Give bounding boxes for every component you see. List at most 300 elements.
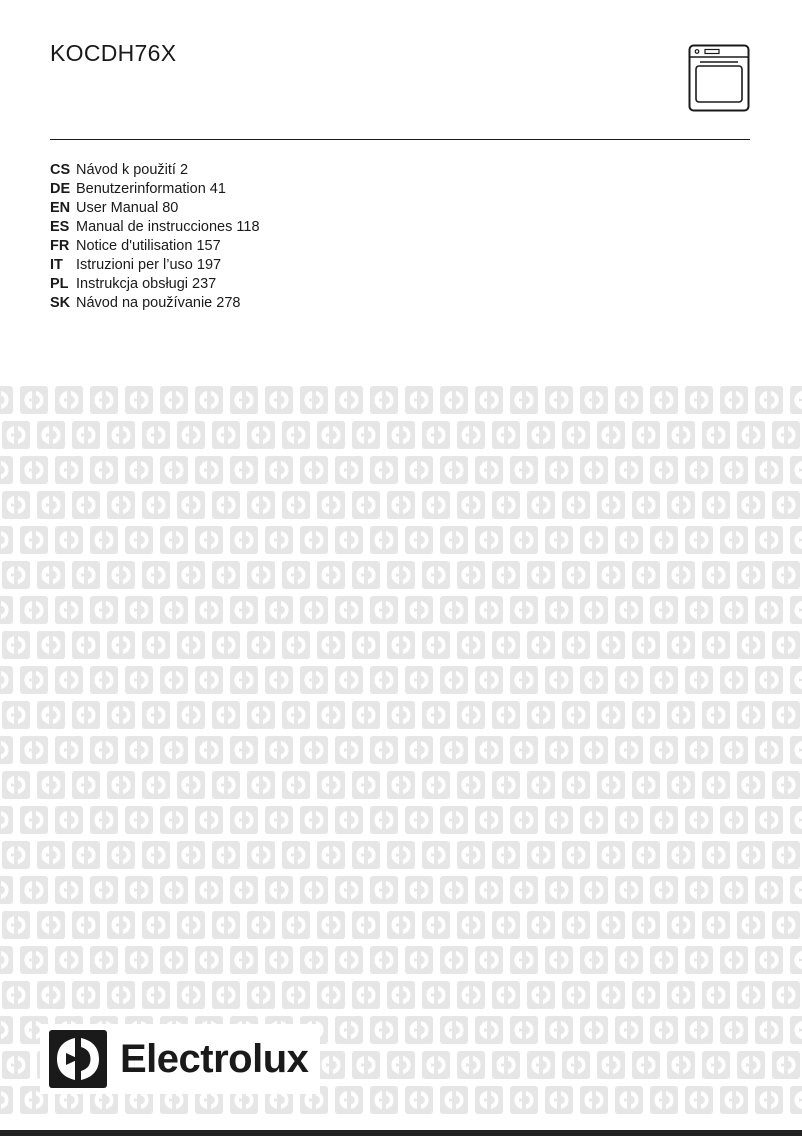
language-entry-es[interactable]: ES Manual de instrucciones 118 — [50, 219, 260, 235]
electrolux-logo-icon — [440, 666, 468, 694]
electrolux-logo-icon — [317, 561, 345, 589]
electrolux-logo-icon — [230, 806, 258, 834]
electrolux-logo-icon — [510, 386, 538, 414]
electrolux-logo-icon — [352, 981, 380, 1009]
electrolux-logo-icon — [632, 561, 660, 589]
electrolux-logo-icon — [125, 736, 153, 764]
electrolux-logo-icon — [0, 1016, 13, 1044]
electrolux-logo-icon — [387, 841, 415, 869]
electrolux-logo-icon — [457, 561, 485, 589]
electrolux-logo-icon — [90, 386, 118, 414]
electrolux-logo-icon — [615, 1016, 643, 1044]
electrolux-logo-icon — [300, 526, 328, 554]
electrolux-logo-icon — [580, 946, 608, 974]
electrolux-logo-icon — [195, 596, 223, 624]
electrolux-logo-icon — [317, 491, 345, 519]
electrolux-logo-icon — [685, 736, 713, 764]
electrolux-logo-icon — [160, 456, 188, 484]
electrolux-logo-icon — [230, 596, 258, 624]
electrolux-logo-icon — [352, 561, 380, 589]
electrolux-logo-icon — [475, 876, 503, 904]
electrolux-logo-icon — [265, 876, 293, 904]
electrolux-logo-icon — [90, 946, 118, 974]
electrolux-logo-icon — [667, 981, 695, 1009]
electrolux-logo-icon — [527, 701, 555, 729]
electrolux-logo-icon — [422, 421, 450, 449]
electrolux-logo-icon — [457, 981, 485, 1009]
electrolux-logo-icon — [650, 456, 678, 484]
electrolux-logo-icon — [160, 876, 188, 904]
electrolux-logo-icon — [720, 876, 748, 904]
electrolux-logo-icon — [125, 666, 153, 694]
electrolux-logo-icon — [352, 771, 380, 799]
electrolux-logo-icon — [55, 386, 83, 414]
electrolux-logo-icon — [0, 806, 13, 834]
electrolux-logo-icon — [335, 946, 363, 974]
electrolux-logo-icon — [142, 911, 170, 939]
electrolux-logo-icon — [562, 701, 590, 729]
electrolux-logo-icon — [335, 1086, 363, 1114]
electrolux-logo-icon — [545, 946, 573, 974]
electrolux-logo-icon — [335, 386, 363, 414]
electrolux-logo-icon — [580, 876, 608, 904]
electrolux-logo-icon — [317, 981, 345, 1009]
electrolux-logo-icon — [737, 561, 765, 589]
electrolux-logo-icon — [160, 596, 188, 624]
electrolux-logo-icon — [615, 596, 643, 624]
language-entry-en[interactable]: EN User Manual 80 — [50, 200, 179, 216]
electrolux-logo-icon — [247, 771, 275, 799]
electrolux-logo-icon — [755, 736, 783, 764]
electrolux-logo-icon — [212, 631, 240, 659]
electrolux-logo-icon — [55, 596, 83, 624]
electrolux-logo-icon — [527, 981, 555, 1009]
electrolux-logo-icon — [90, 666, 118, 694]
electrolux-logo-icon — [527, 771, 555, 799]
electrolux-logo-icon — [650, 1086, 678, 1114]
electrolux-logo-icon — [422, 491, 450, 519]
electrolux-logo-icon — [55, 526, 83, 554]
electrolux-logo-icon — [667, 1051, 695, 1079]
electrolux-logo-icon — [387, 981, 415, 1009]
electrolux-logo-icon — [737, 421, 765, 449]
electrolux-logo-icon — [510, 666, 538, 694]
electrolux-logo-icon — [387, 911, 415, 939]
electrolux-logo-icon — [667, 631, 695, 659]
electrolux-logo-icon — [650, 876, 678, 904]
language-entry-sk[interactable]: SK Návod na používanie 278 — [50, 295, 241, 311]
electrolux-logo-icon — [632, 701, 660, 729]
electrolux-logo-icon — [125, 876, 153, 904]
electrolux-logo-icon — [685, 386, 713, 414]
electrolux-logo-icon — [790, 1016, 802, 1044]
electrolux-logo-icon — [580, 1086, 608, 1114]
electrolux-logo-icon — [527, 561, 555, 589]
electrolux-logo-icon — [510, 876, 538, 904]
electrolux-logo-icon — [545, 456, 573, 484]
electrolux-logo-icon — [37, 421, 65, 449]
electrolux-logo-icon — [37, 771, 65, 799]
electrolux-logo-icon — [265, 806, 293, 834]
electrolux-logo-icon — [282, 701, 310, 729]
electrolux-logo-icon — [300, 456, 328, 484]
electrolux-logo-icon — [37, 841, 65, 869]
electrolux-logo-icon — [510, 736, 538, 764]
electrolux-logo-icon — [370, 946, 398, 974]
electrolux-logo-icon — [2, 421, 30, 449]
electrolux-logo-icon — [160, 946, 188, 974]
electrolux-logo-icon — [247, 701, 275, 729]
electrolux-logo-icon — [72, 771, 100, 799]
electrolux-logo-icon — [720, 596, 748, 624]
electrolux-logo-icon — [72, 631, 100, 659]
electrolux-logo-icon — [335, 736, 363, 764]
electrolux-logo-icon — [755, 1086, 783, 1114]
electrolux-logo-icon — [475, 946, 503, 974]
electrolux-logo-icon — [615, 806, 643, 834]
electrolux-logo-icon — [335, 666, 363, 694]
electrolux-logo-icon — [737, 981, 765, 1009]
electrolux-logo-icon — [212, 981, 240, 1009]
electrolux-logo-icon — [282, 771, 310, 799]
electrolux-logo-icon — [650, 596, 678, 624]
electrolux-logo-icon — [597, 491, 625, 519]
electrolux-logo-icon — [737, 911, 765, 939]
electrolux-logo-icon — [457, 631, 485, 659]
electrolux-logo-icon — [545, 1016, 573, 1044]
electrolux-logo-icon — [317, 911, 345, 939]
electrolux-logo-icon — [685, 666, 713, 694]
electrolux-logo-icon — [737, 841, 765, 869]
electrolux-logo-icon — [562, 771, 590, 799]
electrolux-logo-icon — [702, 421, 730, 449]
electrolux-logo-icon — [527, 911, 555, 939]
electrolux-logo-icon — [737, 701, 765, 729]
brand-logo — [40, 1024, 320, 1094]
electrolux-logo-icon — [545, 736, 573, 764]
electrolux-logo-icon — [597, 771, 625, 799]
electrolux-logo-icon — [615, 876, 643, 904]
electrolux-logo-icon — [37, 491, 65, 519]
electrolux-logo-icon — [457, 701, 485, 729]
electrolux-logo-icon — [632, 421, 660, 449]
electrolux-logo-icon — [265, 946, 293, 974]
electrolux-logo-icon — [440, 596, 468, 624]
electrolux-logo-icon — [20, 946, 48, 974]
electrolux-logo-icon — [72, 561, 100, 589]
electrolux-logo-icon — [90, 526, 118, 554]
electrolux-logo-icon — [667, 911, 695, 939]
electrolux-logo-icon — [2, 771, 30, 799]
electrolux-logo-icon — [107, 911, 135, 939]
electrolux-logo-icon — [772, 421, 800, 449]
electrolux-logo-icon — [720, 526, 748, 554]
electrolux-logo-icon — [597, 1051, 625, 1079]
electrolux-logo-icon — [440, 526, 468, 554]
electrolux-logo-icon — [160, 806, 188, 834]
electrolux-logo-icon — [457, 841, 485, 869]
electrolux-logo-icon — [247, 911, 275, 939]
electrolux-logo-icon — [300, 736, 328, 764]
electrolux-logo-icon — [317, 841, 345, 869]
electrolux-logo-icon — [107, 561, 135, 589]
electrolux-logo-icon — [510, 526, 538, 554]
electrolux-logo-icon — [247, 561, 275, 589]
electrolux-logo-icon — [230, 736, 258, 764]
electrolux-logo-icon — [790, 526, 802, 554]
electrolux-logo-icon — [352, 631, 380, 659]
electrolux-logo-icon — [597, 561, 625, 589]
electrolux-logo-icon — [370, 456, 398, 484]
model-number: KOCDH76X — [50, 40, 177, 66]
electrolux-logo-icon — [737, 771, 765, 799]
electrolux-logo-icon — [772, 841, 800, 869]
electrolux-logo-icon — [545, 1086, 573, 1114]
electrolux-logo-icon — [597, 841, 625, 869]
electrolux-logo-icon — [475, 736, 503, 764]
electrolux-logo-icon — [510, 946, 538, 974]
electrolux-logo-icon — [107, 981, 135, 1009]
electrolux-logo-icon — [37, 701, 65, 729]
electrolux-logo-icon — [510, 1086, 538, 1114]
electrolux-logo-icon — [457, 421, 485, 449]
electrolux-logo-icon — [177, 421, 205, 449]
electrolux-logo-icon — [20, 386, 48, 414]
electrolux-logo-icon — [282, 841, 310, 869]
electrolux-logo-icon — [212, 771, 240, 799]
electrolux-logo-icon — [702, 841, 730, 869]
language-entry-pl[interactable]: PL Instrukcja obsługi 237 — [50, 276, 217, 292]
electrolux-logo-icon — [107, 491, 135, 519]
electrolux-logo-icon — [422, 561, 450, 589]
electrolux-logo-icon — [457, 771, 485, 799]
electrolux-logo-icon — [37, 561, 65, 589]
electrolux-logo-icon — [685, 876, 713, 904]
electrolux-logo-icon — [667, 491, 695, 519]
electrolux-logo-icon — [790, 876, 802, 904]
electrolux-logo-icon — [562, 561, 590, 589]
electrolux-logo-icon — [0, 1086, 13, 1114]
electrolux-logo-icon — [755, 1016, 783, 1044]
electrolux-logo-icon — [300, 666, 328, 694]
electrolux-logo-icon — [667, 421, 695, 449]
electrolux-logo-icon — [755, 386, 783, 414]
electrolux-logo-icon — [282, 911, 310, 939]
electrolux-logo-icon — [562, 841, 590, 869]
electrolux-logo-icon — [720, 806, 748, 834]
electrolux-logo-icon — [545, 876, 573, 904]
electrolux-logo-icon — [545, 386, 573, 414]
electrolux-logo-icon — [650, 946, 678, 974]
electrolux-logo-icon — [702, 491, 730, 519]
electrolux-logo-icon — [90, 876, 118, 904]
electrolux-logo-icon — [667, 841, 695, 869]
electrolux-logo-icon — [0, 946, 13, 974]
electrolux-logo-icon — [37, 631, 65, 659]
electrolux-logo-icon — [597, 421, 625, 449]
language-entry-fr[interactable]: FR Notice d'utilisation 157 — [50, 238, 221, 254]
electrolux-logo-icon — [20, 666, 48, 694]
electrolux-logo-icon — [685, 456, 713, 484]
electrolux-logo-icon — [37, 981, 65, 1009]
electrolux-logo-icon — [352, 911, 380, 939]
electrolux-logo-icon — [772, 981, 800, 1009]
electrolux-logo-icon — [0, 596, 13, 624]
electrolux-logo-icon — [580, 736, 608, 764]
electrolux-logo-icon — [527, 841, 555, 869]
electrolux-logo-icon — [49, 1030, 107, 1088]
electrolux-logo-icon — [615, 526, 643, 554]
electrolux-logo-icon — [370, 526, 398, 554]
electrolux-logo-icon — [370, 1086, 398, 1114]
language-entry-cs[interactable]: CS Návod k použití 2 — [50, 162, 189, 178]
electrolux-logo-icon — [265, 386, 293, 414]
electrolux-logo-icon — [37, 911, 65, 939]
electrolux-logo-icon — [230, 456, 258, 484]
electrolux-logo-icon — [615, 736, 643, 764]
electrolux-logo-icon — [527, 491, 555, 519]
electrolux-logo-icon — [142, 421, 170, 449]
electrolux-logo-icon — [317, 701, 345, 729]
electrolux-logo-icon — [720, 1086, 748, 1114]
electrolux-logo-icon — [125, 386, 153, 414]
electrolux-logo-icon — [142, 841, 170, 869]
electrolux-logo-icon — [790, 386, 802, 414]
electrolux-logo-icon — [632, 631, 660, 659]
electrolux-logo-icon — [790, 736, 802, 764]
electrolux-logo-icon — [737, 1051, 765, 1079]
electrolux-logo-icon — [107, 421, 135, 449]
electrolux-logo-icon — [90, 806, 118, 834]
electrolux-logo-icon — [107, 631, 135, 659]
electrolux-logo-icon — [562, 981, 590, 1009]
electrolux-logo-icon — [772, 701, 800, 729]
electrolux-logo-icon — [72, 421, 100, 449]
electrolux-logo-icon — [282, 981, 310, 1009]
electrolux-logo-icon — [177, 701, 205, 729]
electrolux-logo-icon — [335, 806, 363, 834]
electrolux-logo-icon — [422, 981, 450, 1009]
electrolux-logo-icon — [370, 386, 398, 414]
electrolux-logo-icon — [492, 701, 520, 729]
electrolux-logo-icon — [177, 981, 205, 1009]
electrolux-logo-icon — [177, 841, 205, 869]
electrolux-logo-icon — [597, 631, 625, 659]
electrolux-logo-icon — [580, 526, 608, 554]
electrolux-logo-icon — [650, 526, 678, 554]
electrolux-logo-icon — [405, 666, 433, 694]
electrolux-logo-icon — [580, 596, 608, 624]
electrolux-logo-icon — [580, 806, 608, 834]
electrolux-logo-icon — [492, 421, 520, 449]
electrolux-logo-icon — [475, 456, 503, 484]
electrolux-logo-icon — [55, 456, 83, 484]
electrolux-logo-icon — [720, 946, 748, 974]
electrolux-logo-icon — [492, 771, 520, 799]
electrolux-logo-icon — [247, 491, 275, 519]
electrolux-logo-icon — [247, 421, 275, 449]
electrolux-logo-icon — [650, 806, 678, 834]
electrolux-logo-icon — [615, 386, 643, 414]
electrolux-logo-icon — [370, 876, 398, 904]
electrolux-logo-icon — [580, 456, 608, 484]
electrolux-logo-icon — [755, 806, 783, 834]
electrolux-logo-icon — [90, 736, 118, 764]
electrolux-logo-icon — [300, 876, 328, 904]
electrolux-logo-icon — [212, 421, 240, 449]
electrolux-logo-icon — [492, 911, 520, 939]
electrolux-logo-icon — [0, 386, 13, 414]
electrolux-logo-icon — [2, 1051, 30, 1079]
language-entry-it[interactable]: IT Istruzioni per l’uso 197 — [50, 257, 222, 273]
electrolux-logo-icon — [562, 911, 590, 939]
electrolux-logo-icon — [317, 771, 345, 799]
electrolux-logo-icon — [387, 701, 415, 729]
electrolux-logo-icon — [370, 806, 398, 834]
electrolux-logo-icon — [405, 1086, 433, 1114]
electrolux-logo-icon — [195, 666, 223, 694]
electrolux-logo-icon — [55, 666, 83, 694]
electrolux-logo-icon — [475, 386, 503, 414]
electrolux-logo-icon — [562, 421, 590, 449]
electrolux-logo-icon — [790, 456, 802, 484]
electrolux-logo-icon — [387, 561, 415, 589]
electrolux-logo-icon — [720, 736, 748, 764]
electrolux-logo-icon — [72, 491, 100, 519]
electrolux-logo-icon — [300, 806, 328, 834]
electrolux-logo-icon — [2, 911, 30, 939]
electrolux-logo-icon — [615, 1086, 643, 1114]
electrolux-logo-icon — [90, 596, 118, 624]
electrolux-logo-icon — [282, 631, 310, 659]
electrolux-logo-icon — [300, 596, 328, 624]
electrolux-logo-icon — [422, 771, 450, 799]
electrolux-logo-icon — [387, 491, 415, 519]
language-index — [50, 161, 260, 313]
electrolux-logo-icon — [545, 596, 573, 624]
language-entry-de[interactable]: DE Benutzerinformation 41 — [50, 181, 226, 197]
electrolux-logo-icon — [247, 631, 275, 659]
electrolux-logo-icon — [422, 841, 450, 869]
electrolux-logo-icon — [527, 1051, 555, 1079]
electrolux-logo-icon — [720, 386, 748, 414]
electrolux-logo-icon — [405, 526, 433, 554]
electrolux-logo-icon — [580, 666, 608, 694]
electrolux-logo-icon — [370, 1016, 398, 1044]
electrolux-logo-icon — [335, 526, 363, 554]
electrolux-logo-icon — [2, 631, 30, 659]
electrolux-logo-icon — [160, 736, 188, 764]
electrolux-logo-icon — [790, 946, 802, 974]
electrolux-logo-icon — [685, 526, 713, 554]
electrolux-logo-icon — [195, 946, 223, 974]
electrolux-logo-icon — [20, 526, 48, 554]
electrolux-logo-icon — [650, 736, 678, 764]
electrolux-logo-icon — [440, 806, 468, 834]
electrolux-logo-icon — [300, 946, 328, 974]
electrolux-logo-icon — [440, 1086, 468, 1114]
electrolux-logo-icon — [317, 1051, 345, 1079]
electrolux-logo-icon — [632, 491, 660, 519]
electrolux-logo-icon — [440, 946, 468, 974]
electrolux-logo-icon — [20, 736, 48, 764]
electrolux-logo-icon — [580, 386, 608, 414]
electrolux-logo-icon — [562, 631, 590, 659]
electrolux-logo-icon — [125, 806, 153, 834]
electrolux-logo-icon — [195, 386, 223, 414]
electrolux-logo-icon — [737, 491, 765, 519]
electrolux-logo-icon — [772, 491, 800, 519]
